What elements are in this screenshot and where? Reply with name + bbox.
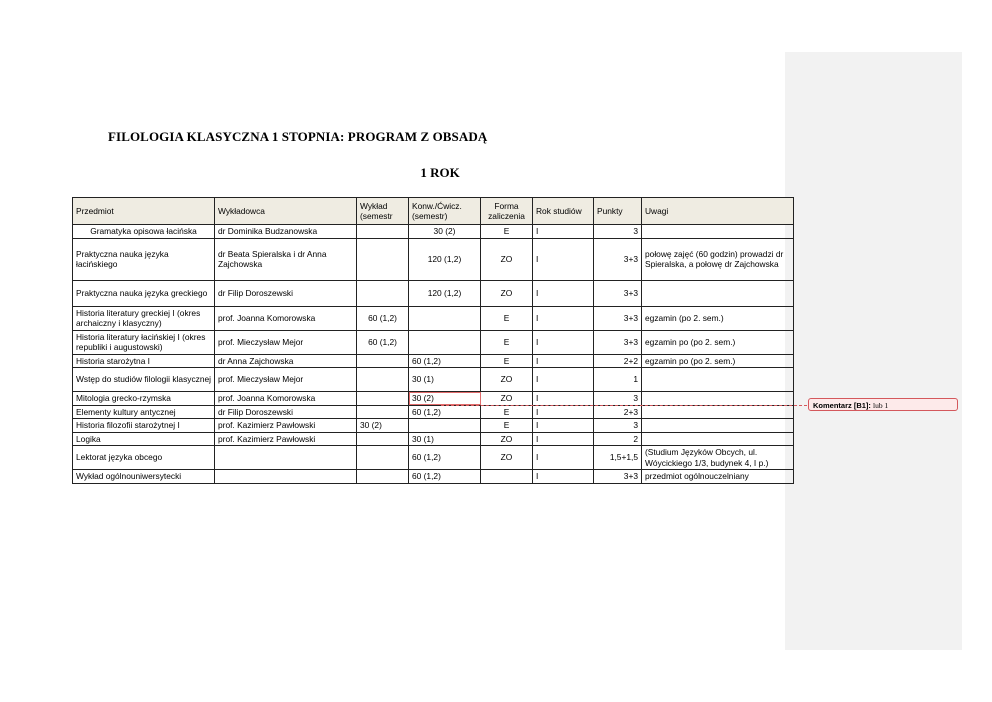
cell-exercises: 120 (1,2) bbox=[409, 280, 481, 306]
cell-lecturer bbox=[215, 446, 357, 470]
cell-lecture bbox=[357, 432, 409, 446]
cell-subject: Wykład ogólnouniwersytecki bbox=[73, 470, 215, 484]
cell-lecture bbox=[357, 392, 409, 406]
table-row bbox=[73, 470, 794, 484]
table-row bbox=[73, 330, 794, 354]
cell-subject: Praktyczna nauka języka greckiego bbox=[73, 280, 215, 306]
cell-year: I bbox=[533, 238, 594, 280]
cell-lecturer bbox=[215, 470, 357, 484]
table-header-row bbox=[73, 198, 794, 225]
cell-notes: egzamin po (po 2. sem.) bbox=[642, 330, 794, 354]
cell-lecturer: prof. Kazimierz Pawłowski bbox=[215, 432, 357, 446]
cell-lecturer: prof. Mieczysław Mejor bbox=[215, 330, 357, 354]
table-row bbox=[73, 392, 794, 406]
cell-year: I bbox=[533, 225, 594, 239]
cell-lecture: 60 (1,2) bbox=[357, 330, 409, 354]
program-table bbox=[72, 197, 794, 484]
header-wyklad: Wykład (semestr bbox=[357, 198, 409, 225]
table-row bbox=[73, 306, 794, 330]
header-forma: Forma zaliczenia bbox=[481, 198, 533, 225]
cell-form: ZO bbox=[481, 446, 533, 470]
comment-balloon[interactable] bbox=[808, 398, 958, 411]
comment-connector-line bbox=[441, 405, 807, 406]
document-subtitle: 1 ROK bbox=[420, 165, 460, 180]
cell-points: 3 bbox=[594, 225, 642, 239]
table-row bbox=[73, 225, 794, 239]
cell-points: 3+3 bbox=[594, 238, 642, 280]
cell-year: I bbox=[533, 280, 594, 306]
cell-subject: Elementy kultury antycznej bbox=[73, 405, 215, 419]
cell-points: 3+3 bbox=[594, 330, 642, 354]
cell-exercises: 30 (1) bbox=[409, 432, 481, 446]
cell-lecturer: prof. Kazimierz Pawłowski bbox=[215, 419, 357, 433]
cell-form bbox=[481, 470, 533, 484]
table-row bbox=[73, 280, 794, 306]
cell-notes: egzamin (po 2. sem.) bbox=[642, 306, 794, 330]
cell-exercises bbox=[409, 419, 481, 433]
cell-exercises-commented[interactable]: 30 (2) bbox=[409, 392, 481, 406]
cell-notes bbox=[642, 405, 794, 419]
cell-subject: Gramatyka opisowa łacińska bbox=[73, 225, 215, 239]
cell-year: I bbox=[533, 405, 594, 419]
cell-lecture bbox=[357, 446, 409, 470]
cell-exercises: 120 (1,2) bbox=[409, 238, 481, 280]
cell-exercises: 30 (2) bbox=[409, 225, 481, 239]
cell-year: I bbox=[533, 446, 594, 470]
cell-notes bbox=[642, 392, 794, 406]
cell-points: 1 bbox=[594, 368, 642, 392]
cell-lecture bbox=[357, 354, 409, 368]
cell-lecture bbox=[357, 368, 409, 392]
cell-form: ZO bbox=[481, 432, 533, 446]
cell-year: I bbox=[533, 419, 594, 433]
cell-form: ZO bbox=[481, 392, 533, 406]
cell-notes: przedmiot ogólnouczelniany bbox=[642, 470, 794, 484]
header-punkty: Punkty bbox=[594, 198, 642, 225]
cell-points: 2+2 bbox=[594, 354, 642, 368]
cell-lecturer: dr Dominika Budzanowska bbox=[215, 225, 357, 239]
cell-notes bbox=[642, 225, 794, 239]
table-row bbox=[73, 419, 794, 433]
cell-year: I bbox=[533, 368, 594, 392]
header-wykladowca: Wykładowca bbox=[215, 198, 357, 225]
cell-form: E bbox=[481, 419, 533, 433]
cell-exercises: 60 (1,2) bbox=[409, 470, 481, 484]
cell-subject: Historia literatury łacińskiej I (okres republiki i augustowski) bbox=[73, 330, 215, 354]
cell-form: ZO bbox=[481, 238, 533, 280]
cell-notes bbox=[642, 368, 794, 392]
cell-points: 1,5+1,5 bbox=[594, 446, 642, 470]
cell-lecture: 60 (1,2) bbox=[357, 306, 409, 330]
comment-label: Komentarz [B1]: bbox=[813, 401, 871, 410]
cell-year: I bbox=[533, 432, 594, 446]
cell-exercises bbox=[409, 306, 481, 330]
cell-lecturer: dr Anna Zajchowska bbox=[215, 354, 357, 368]
table-row bbox=[73, 432, 794, 446]
cell-lecturer: prof. Joanna Komorowska bbox=[215, 306, 357, 330]
cell-exercises: 60 (1,2) bbox=[409, 354, 481, 368]
comment-pane bbox=[785, 52, 962, 650]
cell-lecturer: dr Filip Doroszewski bbox=[215, 405, 357, 419]
cell-subject: Historia literatury greckiej I (okres archaiczny i klasyczny) bbox=[73, 306, 215, 330]
cell-form: ZO bbox=[481, 368, 533, 392]
cell-year: I bbox=[533, 330, 594, 354]
cell-subject: Mitologia grecko-rzymska bbox=[73, 392, 215, 406]
table-row bbox=[73, 238, 794, 280]
header-konw: Konw./Ćwicz. (semestr) bbox=[409, 198, 481, 225]
cell-form: E bbox=[481, 405, 533, 419]
cell-subject: Logika bbox=[73, 432, 215, 446]
cell-form: E bbox=[481, 306, 533, 330]
cell-subject: Historia starożytna I bbox=[73, 354, 215, 368]
cell-lecturer: dr Beata Spieralska i dr Anna Zajchowska bbox=[215, 238, 357, 280]
cell-notes bbox=[642, 432, 794, 446]
cell-exercises bbox=[409, 330, 481, 354]
cell-notes bbox=[642, 280, 794, 306]
cell-points: 3+3 bbox=[594, 280, 642, 306]
cell-points: 3 bbox=[594, 419, 642, 433]
cell-form: E bbox=[481, 330, 533, 354]
cell-year: I bbox=[533, 306, 594, 330]
cell-lecture bbox=[357, 238, 409, 280]
cell-notes: połowę zajęć (60 godzin) prowadzi dr Spieralska, a połowę dr Zajchowska bbox=[642, 238, 794, 280]
cell-notes bbox=[642, 419, 794, 433]
cell-subject: Wstęp do studiów filologii klasycznej bbox=[73, 368, 215, 392]
cell-notes: egzamin po (po 2. sem.) bbox=[642, 354, 794, 368]
cell-lecturer: prof. Joanna Komorowska bbox=[215, 392, 357, 406]
cell-exercises: 30 (1) bbox=[409, 368, 481, 392]
cell-lecture bbox=[357, 405, 409, 419]
cell-points: 3+3 bbox=[594, 306, 642, 330]
table-row bbox=[73, 446, 794, 470]
cell-points: 3+3 bbox=[594, 470, 642, 484]
cell-lecturer: prof. Mieczysław Mejor bbox=[215, 368, 357, 392]
cell-lecturer: dr Filip Doroszewski bbox=[215, 280, 357, 306]
header-rok: Rok studiów bbox=[533, 198, 594, 225]
header-przedmiot: Przedmiot bbox=[73, 198, 215, 225]
header-uwagi: Uwagi bbox=[642, 198, 794, 225]
cell-exercises: 60 (1,2) bbox=[409, 405, 481, 419]
cell-year: I bbox=[533, 392, 594, 406]
cell-year: I bbox=[533, 354, 594, 368]
cell-notes: (Studium Języków Obcych, ul. Wóycickiego 1/3, budynek 4, I p.) bbox=[642, 446, 794, 470]
cell-lecture: 30 (2) bbox=[357, 419, 409, 433]
cell-subject: Lektorat języka obcego bbox=[73, 446, 215, 470]
document-title: FILOLOGIA KLASYCZNA 1 STOPNIA: PROGRAM Z OBSADĄ bbox=[108, 129, 488, 144]
cell-lecture bbox=[357, 280, 409, 306]
cell-points: 2+3 bbox=[594, 405, 642, 419]
cell-lecture bbox=[357, 225, 409, 239]
cell-subject: Praktyczna nauka języka łacińskiego bbox=[73, 238, 215, 280]
table-row bbox=[73, 368, 794, 392]
cell-year: I bbox=[533, 470, 594, 484]
cell-subject: Historia filozofii starożytnej I bbox=[73, 419, 215, 433]
cell-points: 2 bbox=[594, 432, 642, 446]
table-row bbox=[73, 405, 794, 419]
cell-exercises: 60 (1,2) bbox=[409, 446, 481, 470]
cell-lecture bbox=[357, 470, 409, 484]
cell-form: ZO bbox=[481, 280, 533, 306]
cell-points: 3 bbox=[594, 392, 642, 406]
table-row bbox=[73, 354, 794, 368]
cell-form: E bbox=[481, 354, 533, 368]
cell-form: E bbox=[481, 225, 533, 239]
comment-text: lub 1 bbox=[873, 401, 889, 410]
